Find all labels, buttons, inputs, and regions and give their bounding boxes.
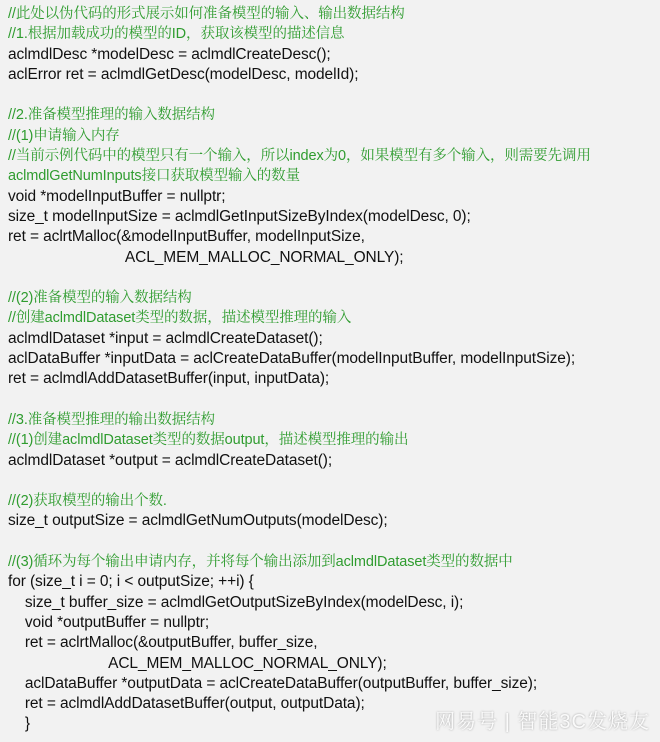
comment-line: //(1)申请输入内存 — [8, 127, 120, 144]
code-line: ret = aclrtMalloc(&outputBuffer, buffer_size, — [8, 634, 318, 652]
code-line: size_t outputSize = aclmdlGetNumOutputs(modelDesc); — [8, 512, 388, 530]
comment-line: //当前示例代码中的模型只有一个输入，所以index为0，如果模型有多个输入，则需要先调用 — [8, 148, 591, 165]
comment-line: //(2)准备模型的输入数据结构 — [8, 290, 192, 307]
code-line: aclDataBuffer *outputData = aclCreateDataBuffer(outputBuffer, buffer_size); — [8, 674, 538, 692]
code-line: void *modelInputBuffer = nullptr; — [8, 187, 226, 205]
code-line: aclmdlDataset *input = aclmdlCreateDataset(); — [8, 329, 323, 347]
comment-line: //此处以伪代码的形式展示如何准备模型的输入、输出数据结构 — [8, 6, 405, 22]
comment-line: aclmdlGetNumInputs接口获取模型输入的数量 — [8, 168, 300, 185]
code-line: aclError ret = aclmdlGetDesc(modelDesc, modelId); — [8, 65, 359, 83]
code-line: for (size_t i = 0; i < outputSize; ++i) { — [8, 573, 254, 591]
comment-line: //3.准备模型推理的输出数据结构 — [8, 411, 215, 428]
code-line: aclmdlDataset *output = aclmdlCreateDataset(); — [8, 451, 333, 469]
comment-line: //1.根据加载成功的模型的ID，获取该模型的描述信息 — [8, 26, 345, 43]
watermark: 网易号 | 智能3C发烧友 — [435, 711, 650, 733]
code-line: size_t buffer_size = aclmdlGetOutputSizeByIndex(modelDesc, i); — [8, 593, 464, 611]
code-line: ACL_MEM_MALLOC_NORMAL_ONLY); — [8, 654, 387, 672]
code-line: ret = aclmdlAddDatasetBuffer(input, inputData); — [8, 370, 330, 388]
comment-line: //2.准备模型推理的输入数据结构 — [8, 107, 215, 124]
comment-line: //(3)循环为每个输出申请内存，并将每个输出添加到aclmdlDataset类型的数据中 — [8, 554, 513, 571]
code-line: size_t modelInputSize = aclmdlGetInputSizeByIndex(modelDesc, 0); — [8, 207, 471, 225]
code-line: ret = aclmdlAddDatasetBuffer(output, outputData); — [8, 695, 365, 713]
blank-line — [8, 268, 660, 288]
code-line: aclDataBuffer *inputData = aclCreateDataBuffer(modelInputBuffer, modelInputSize); — [8, 350, 576, 368]
comment-line: //创建aclmdlDataset类型的数据，描述模型推理的输入 — [8, 310, 352, 327]
comment-line: //(2)获取模型的输出个数. — [8, 493, 167, 510]
code-line: aclmdlDesc *modelDesc = aclmdlCreateDesc(); — [8, 45, 331, 63]
code-listing — [8, 4, 660, 735]
code-line: void *outputBuffer = nullptr; — [8, 613, 210, 631]
blank-line — [8, 532, 660, 552]
code-line: ACL_MEM_MALLOC_NORMAL_ONLY); — [8, 248, 404, 266]
code-line: ret = aclrtMalloc(&modelInputBuffer, modelInputSize, — [8, 228, 365, 246]
code-line: } — [8, 715, 30, 733]
blank-line — [8, 85, 660, 105]
comment-line: //(1)创建aclmdlDataset类型的数据output，描述模型推理的输出 — [8, 432, 409, 449]
blank-line — [8, 390, 660, 410]
blank-line — [8, 471, 660, 491]
